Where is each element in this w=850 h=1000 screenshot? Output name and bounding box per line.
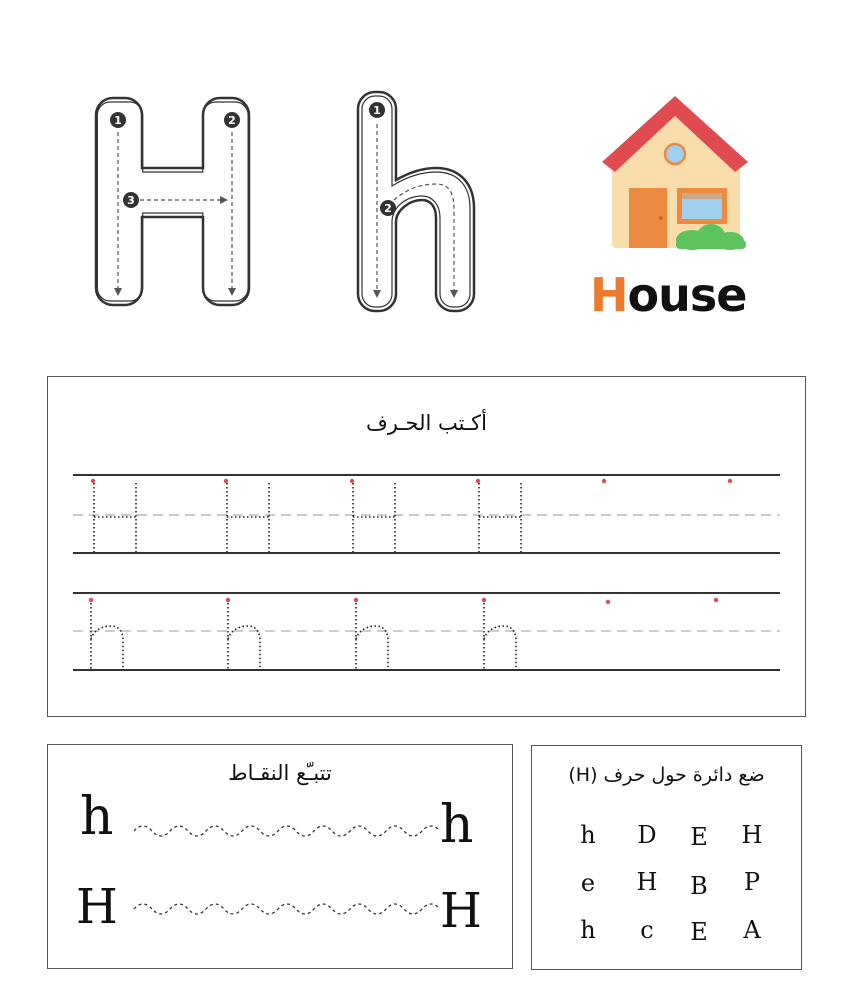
grid-letter[interactable]: B <box>690 872 708 900</box>
house-word <box>590 268 747 322</box>
write-letter-panel <box>47 376 806 717</box>
lowercase-h-outline <box>350 88 485 318</box>
trace-dots-panel <box>47 744 513 969</box>
dots-row2-left-letter: H <box>76 879 118 935</box>
dots-row1-right-letter: h <box>440 795 474 855</box>
step-2-label: 2 <box>384 202 392 215</box>
step-1-label: 1 <box>114 114 122 127</box>
write-panel-title: أكـتب الحـرف <box>366 411 487 435</box>
grid-letter[interactable]: P <box>743 868 761 896</box>
grid-letter[interactable]: H <box>636 868 658 896</box>
dots-row2-right-letter: H <box>440 883 482 939</box>
step-2-label: 2 <box>228 114 236 127</box>
grid-letter[interactable]: A <box>743 916 761 944</box>
grid-letter[interactable]: e <box>580 869 596 897</box>
grid-letter[interactable]: c <box>640 916 654 944</box>
dots-panel-title: تتبـّع النقـاط <box>228 761 332 785</box>
dots-row1-left-letter: h <box>80 787 114 847</box>
grid-letter[interactable]: E <box>690 918 708 946</box>
wavy-dotted-lines <box>48 745 512 967</box>
step-1-label: 1 <box>373 104 381 117</box>
grid-letter[interactable]: h <box>580 916 596 944</box>
house-icon <box>598 88 753 253</box>
circle-letter-panel <box>531 745 802 970</box>
grid-letter[interactable]: h <box>580 821 596 849</box>
grid-letter[interactable]: D <box>637 821 657 849</box>
step-3-label: 3 <box>127 194 135 207</box>
writing-lines <box>48 377 804 715</box>
word-rest: ouse <box>627 268 747 322</box>
circle-panel-title: ضع دائرة حول حرف (H) <box>568 764 765 786</box>
word-first-letter: H <box>590 268 628 322</box>
uppercase-h-outline <box>88 92 263 314</box>
grid-letter[interactable]: H <box>741 821 763 849</box>
grid-letter[interactable]: E <box>690 823 708 851</box>
